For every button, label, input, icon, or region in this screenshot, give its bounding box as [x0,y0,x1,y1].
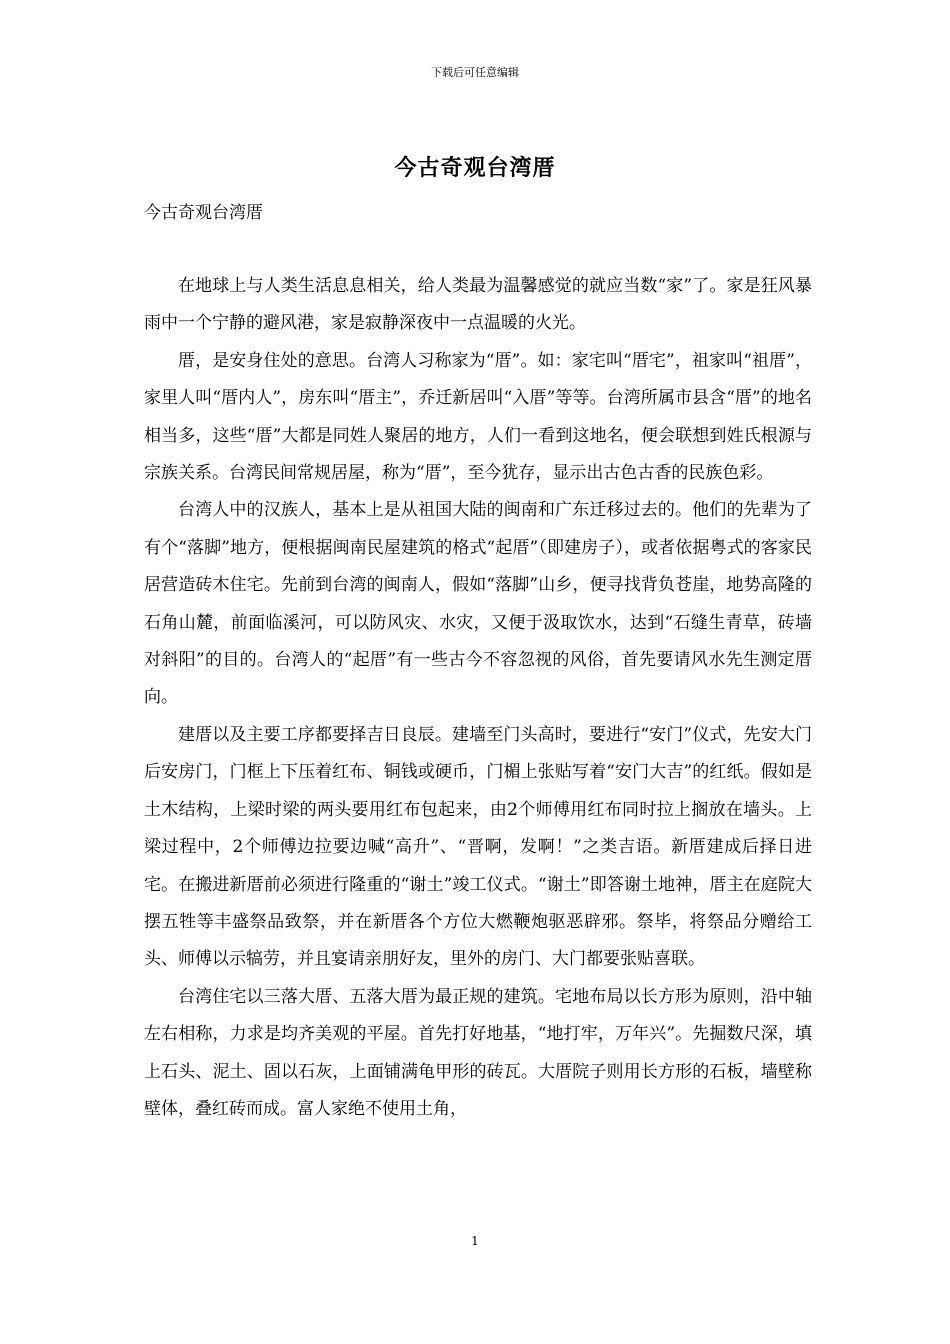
header-note: 下载后可任意编辑 [431,66,519,79]
paragraph: 建厝以及主要工序都要择吉日良辰。建墙至门头高时，要进行“安门”仪式，先安大门后安房门，门框上下压着红布、铜钱或硬币，门楣上张贴写着“安门大吉”的红纸。假如是土木结构，上梁时梁的两头要用红布包起来，由2个师傅用红布同时拉上搁放在墙头。上梁过程中，2个师傅边拉要边喊“高升”、“晋啊，发啊！”之类吉语。新厝建成后择日进宅。在搬进新厝前必须进行隆重的“谢土”竣工仪式。“谢土”即答谢土地神，厝主在庭院大摆五牲等丰盛祭品致祭，并在新厝各个方位大燃鞭炮驱恶辟邪。祭毕，将祭品分赠给工头、师傅以示犒劳，并且宴请亲朋好友，里外的房门、大门都要张贴喜联。 [144,724,812,970]
paragraph: 台湾住宅以三落大厝、五落大厝为最正规的建筑。宅地布局以长方形为原则，沿中轴左右相称，力求是均齐美观的平屋。首先打好地基，“地打牢，万年兴”。先掘数尺深，填上石头、泥土、固以石灰，上面铺满龟甲形的砖瓦。大厝院子则用长方形的石板，墙壁称壁体，叠红砖而成。富人家绝不使用土角， [144,986,812,1119]
document-subtitle: 今古奇观台湾厝 [144,203,263,223]
paragraph: 在地球上与人类生活息息相关，给人类最为温馨感觉的就应当数“家”了。家是狂风暴雨中一个宁静的避风港，家是寂静深夜中一点温暖的火光。 [144,276,812,334]
paragraph: 厝，是安身住处的意思。台湾人习称家为“厝”。如：家宅叫“厝宅”，祖家叫“祖厝”，家里人叫“厝内人”，房东叫“厝主”，乔迁新居叫“入厝”等等。台湾所属市县含“厝”的地名相当多，这些“厝”大都是同姓人聚居的地方，人们一看到这地名，便会联想到姓氏根源与宗族关系。台湾民间常规居屋，称为“厝”，至今犹存，显示出古色古香的民族色彩。 [144,350,812,484]
paragraph: 台湾人中的汉族人，基本上是从祖国大陆的闽南和广东迁移过去的。他们的先辈为了有个“落脚”地方，便根据闽南民屋建筑的格式“起厝”（即建房子），或者依据粤式的客家民居营造砖木住宅。先前到台湾的闽南人，假如“落脚”山乡，便寻找背负苍崖，地势高隆的石角山麓，前面临溪河，可以防风灾、水灾，又便于汲取饮水，达到“石缝生青草，砖墙对斜阳”的目的。台湾人的“起厝”有一些古今不容忽视的风俗，首先要请风水先生测定厝向。 [144,500,812,708]
page-number: 1 [471,1234,479,1248]
document-title: 今古奇观台湾厝 [394,155,556,181]
document-body [144,268,812,1128]
